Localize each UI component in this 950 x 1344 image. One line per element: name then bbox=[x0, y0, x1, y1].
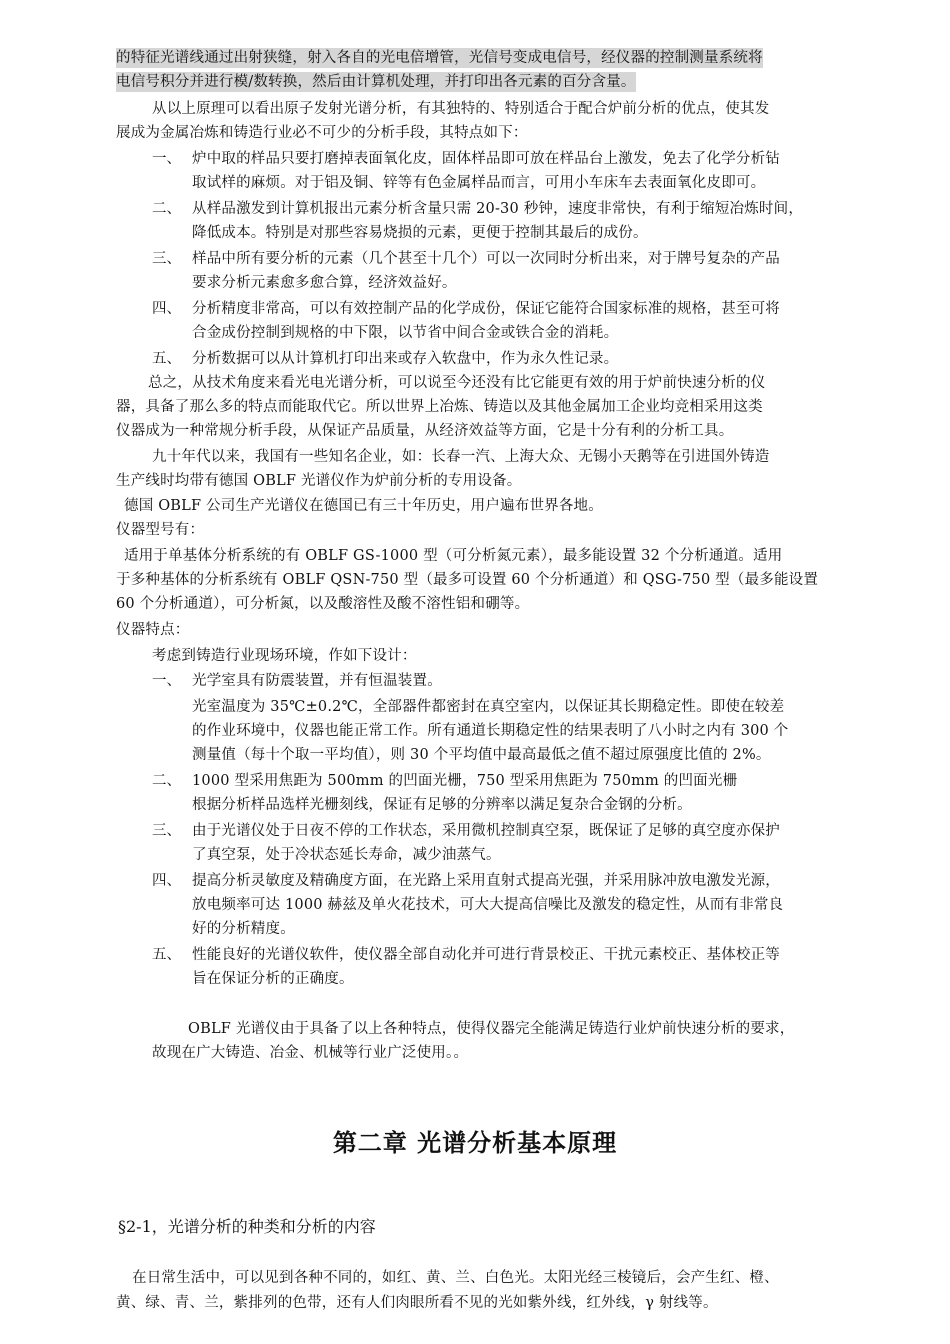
design-line: 由于光谱仪处于日夜不停的工作状态，采用微机控制真空泵，既保证了足够的真空度亦保护 bbox=[192, 823, 780, 839]
design-num: 三、 bbox=[152, 823, 181, 839]
design-line: 根据分析样品选样光栅刻线，保证有足够的分辨率以满足复杂合金钢的分析。 bbox=[192, 797, 692, 813]
feature-line: 要求分析元素愈多愈合算，经济效益好。 bbox=[192, 275, 457, 291]
intro-line-2: 电信号积分并进行模/数转换，然后由计算机处理，并打印出各元素的百分含量。 bbox=[116, 74, 636, 90]
design-line: 提高分析灵敏度及精确度方面，在光路上采用直射式提高光强，并采用脉冲放电激发光源， bbox=[192, 873, 780, 889]
feature-line: 分析数据可以从计算机打印出来或存入软盘中，作为永久性记录。 bbox=[192, 351, 619, 367]
intro-line-1: 的特征光谱线通过出射狭缝，射入各自的光电倍增管，光信号变成电信号，经仪器的控制测量系统将 bbox=[116, 50, 763, 66]
design-line: 的作业环境中，仪器也能正常工作。所有通道长期稳定性的结果表明了八小时之内有 300 个 bbox=[192, 723, 789, 739]
design-line: 性能良好的光谱仪软件，使仪器全部自动化并可进行背景校正、干扰元素校正、基体校正等 bbox=[192, 947, 780, 963]
feature-line: 合金成份控制到规格的中下限，以节省中间合金或铁合金的消耗。 bbox=[192, 325, 619, 341]
conclusion-line-1: OBLF 光谱仪由于具备了以上各种特点，使得仪器完全能满足铸造行业炉前快速分析的要求， bbox=[188, 1021, 795, 1037]
design-line: 光学室具有防震装置，并有恒温装置。 bbox=[192, 673, 442, 689]
final-line-1: 在日常生活中，可以见到各种不同的，如红、黄、兰、白色光。太阳光经三棱镜后，会产生红、橙、 bbox=[132, 1270, 779, 1286]
design-line: 放电频率可达 1000 赫兹及单火花技术，可大大提高信噪比及激发的稳定性，从而有非常良 bbox=[192, 897, 784, 913]
conclusion-line-2: 故现在广大铸造、冶金、机械等行业广泛使用。。 bbox=[152, 1045, 469, 1061]
models-heading: 仪器型号有： bbox=[116, 522, 205, 538]
oblf-history: 德国 OBLF 公司生产光谱仪在德国已有三十年历史，用户遍布世界各地。 bbox=[124, 498, 603, 514]
feature-num: 四、 bbox=[152, 301, 181, 317]
feature-line: 分析精度非常高，可以有效控制产品的化学成份，保证它能符合国家标准的规格，甚至可将 bbox=[192, 301, 780, 317]
design-num: 二、 bbox=[152, 773, 181, 789]
design-num: 一、 bbox=[152, 673, 181, 689]
principle-line-2: 展成为金属冶炼和铸造行业必不可少的分析手段，其特点如下： bbox=[116, 125, 528, 141]
summary-line-1: 总之，从技术角度来看光电光谱分析，可以说至今还没有比它能更有效的用于炉前快速分析的仪 bbox=[148, 375, 766, 391]
nineties-line-2: 生产线时均带有德国 OBLF 光谱仪作为炉前分析的专用设备。 bbox=[116, 473, 522, 489]
nineties-line-1: 九十年代以来，我国有一些知名企业，如：长春一汽、上海大众、无锡小天鹅等在引进国外铸造 bbox=[152, 449, 770, 465]
chapter-title: 第二章 光谱分析基本原理 bbox=[332, 1128, 618, 1157]
feature-line: 炉中取的样品只要打磨掉表面氧化皮，固体样品即可放在样品台上激发，免去了化学分析钻 bbox=[192, 151, 780, 167]
design-num: 五、 bbox=[152, 947, 181, 963]
feature-num: 五、 bbox=[152, 351, 181, 367]
design-line: 测量值（每十个取一平均值），则 30 个平均值中最高最低之值不超过原强度比值的 2%。 bbox=[192, 747, 771, 763]
feature-num: 二、 bbox=[152, 201, 181, 217]
feature-num: 三、 bbox=[152, 251, 181, 267]
design-line: 了真空泵，处于冷状态延长寿命，减少油蒸气。 bbox=[192, 847, 501, 863]
design-line: 好的分析精度。 bbox=[192, 921, 295, 937]
design-line: 光室温度为 35℃±0.2℃，全部器件都密封在真空室内，以保证其长期稳定性。即使在较差 bbox=[192, 699, 785, 715]
models-line-3: 60 个分析通道），可分析氮，以及酸溶性及酸不溶性铝和硼等。 bbox=[116, 596, 530, 612]
feature-num: 一、 bbox=[152, 151, 181, 167]
design-line: 旨在保证分析的正确度。 bbox=[192, 971, 354, 987]
specs-intro: 考虑到铸造行业现场环境，作如下设计： bbox=[152, 648, 417, 664]
design-num: 四、 bbox=[152, 873, 181, 889]
principle-line-1: 从以上原理可以看出原子发射光谱分析，有其独特的、特别适合于配合炉前分析的优点，使其发 bbox=[152, 101, 770, 117]
design-line: 1000 型采用焦距为 500mm 的凹面光栅，750 型采用焦距为 750mm 的凹面光栅 bbox=[192, 773, 738, 789]
final-line-2: 黄、绿、青、兰，紫排列的色带，还有人们肉眼所看不见的光如紫外线，红外线，γ 射线等。 bbox=[116, 1295, 718, 1311]
section-title: §2-1，光谱分析的种类和分析的内容 bbox=[118, 1217, 376, 1236]
feature-line: 从样品激发到计算机报出元素分析含量只需 20-30 秒钟，速度非常快，有利于缩短冶炼时间， bbox=[192, 201, 804, 217]
specs-heading: 仪器特点： bbox=[116, 622, 190, 638]
models-line-1: 适用于单基体分析系统的有 OBLF GS-1000 型（可分析氮元素），最多能设置 32 个分析通道。适用 bbox=[124, 548, 783, 564]
feature-line: 降低成本。特别是对那些容易烧损的元素，更便于控制其最后的成份。 bbox=[192, 225, 648, 241]
models-line-2: 于多种基体的分析系统有 OBLF QSN-750 型（最多可设置 60 个分析通道）和 QSG-750 型（最多能设置 bbox=[116, 572, 819, 588]
feature-line: 样品中所有要分析的元素（几个甚至十几个）可以一次同时分析出来，对于牌号复杂的产品 bbox=[192, 251, 780, 267]
summary-line-2: 器，具备了那么多的特点而能取代它。所以世界上冶炼、铸造以及其他金属加工企业均竞相采用这类 bbox=[116, 399, 763, 415]
feature-line: 取试样的麻烦。对于铝及铜、锌等有色金属样品而言，可用小车床车去表面氧化皮即可。 bbox=[192, 175, 766, 191]
summary-line-3: 仪器成为一种常规分析手段，从保证产品质量，从经济效益等方面，它是十分有利的分析工具。 bbox=[116, 423, 734, 439]
